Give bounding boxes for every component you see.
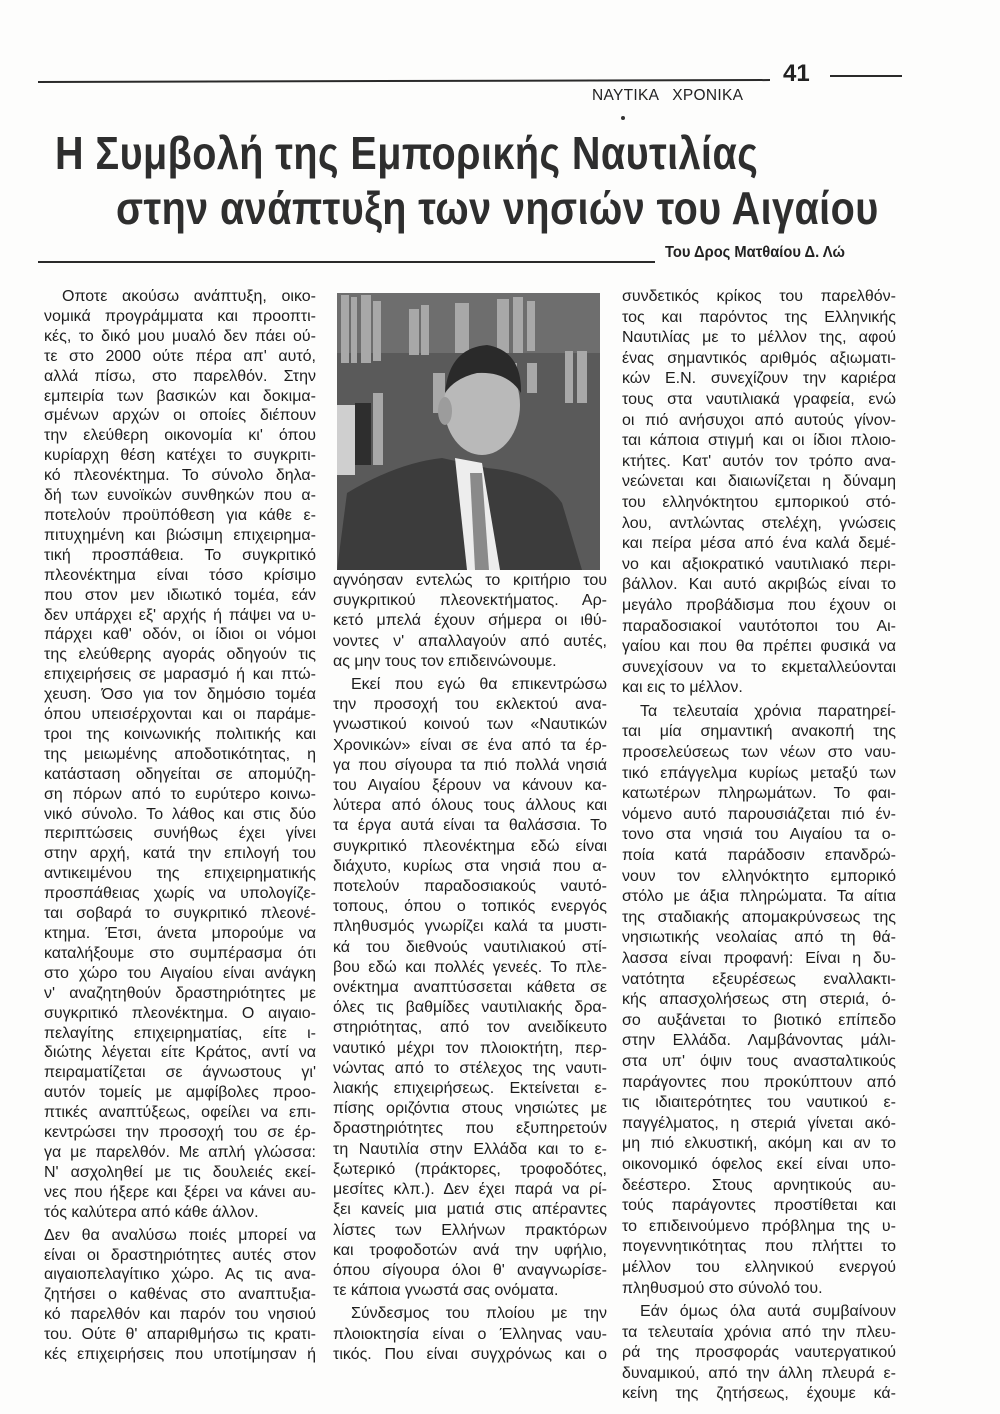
text-line: δραστηριότητες που εξυπηρετούν	[333, 1120, 607, 1138]
text-line: Εκεί που εγώ θα επικεντρώσω	[351, 676, 607, 694]
text-line: παγγέλματος, η στεριά γίνεται ακό-	[622, 1114, 896, 1132]
text-line: γα με παρελθόν. Με απλή γλώσσα:	[44, 1143, 316, 1161]
text-line: διάχυτο, κυρίως στα νησιά που α-	[333, 857, 607, 875]
text-line: παραδοσιακοί ναυτότοποι του Αι-	[622, 617, 896, 635]
text-line: λύτερα από όλους τους άλλους και	[333, 797, 607, 815]
paragraph	[622, 702, 896, 1299]
text-line: κές, το δικό μου μυαλό δεν πάει ού-	[44, 327, 316, 345]
text-line: πλοιοκτησία είναι ο Έλληνας ναυ-	[333, 1325, 607, 1343]
text-line: τη Ναυτιλία στην Ελλάδα και το ε-	[333, 1140, 607, 1158]
text-line: Ναυτιλίας με το μέλλον της, αφού	[622, 329, 896, 347]
text-line: κατάσταση οδηγείται σε απομύζη-	[44, 765, 316, 783]
text-line: εμπειρία των βασικών και δοκιμα-	[44, 387, 316, 405]
paragraph	[622, 287, 896, 699]
text-line: στην Ελλάδα. Λαμβάνοντας μάλι-	[622, 1032, 896, 1050]
text-line: νουν τον ελληνόκτητο εμπορικό	[622, 867, 896, 885]
paragraph	[622, 1302, 896, 1405]
header-rule-right	[830, 75, 902, 77]
text-line: νατότητα εξευρέσεως εναλλακτι-	[622, 970, 896, 988]
text-line: μεγάλο προβάδισμα που έχουν οι	[622, 596, 896, 614]
text-line: χευση. Όσο για τον δημόσιο τομέα	[44, 686, 316, 704]
text-line: πελαγίτης επιχειρηματίας, είτε ι-	[44, 1024, 316, 1042]
text-line: του. Ούτε θ' απαριθμήσω τις κρατι-	[44, 1326, 316, 1344]
article-title-line2: στην ανάπτυξη των νησιών του Αιγαίου	[116, 182, 879, 234]
text-line: νόμενο αυτό παρουσιάζεται πιό έν-	[622, 805, 896, 823]
text-column-3	[622, 287, 896, 1408]
text-line: κτημα. Έτσι, άνετα μπορούμε να	[44, 925, 316, 942]
text-line: οι πιό ανήσυχοι από αυτούς γίνον-	[622, 411, 896, 429]
text-line: κεντρώσει την προσοχή του σε έρ-	[44, 1124, 316, 1142]
text-line: νεώνεται και διαιωνίζεται η δύναμη	[622, 473, 896, 491]
text-line: τα τελευταία χρόνια από την πλευ-	[622, 1323, 896, 1341]
text-line: βάλλον. Και αυτό ακριβώς είναι το	[622, 576, 896, 594]
text-line: την ελεύθερη οικονομία κι' όπου	[44, 427, 316, 445]
text-line: κό πλεονέκτημα. Το σύνολο δηλα-	[44, 467, 316, 485]
text-line: ζητήσει ο καθένας στο αναπτυξια-	[44, 1286, 316, 1304]
author-byline: Του Δρος Ματθαίου Δ. Λώ	[665, 244, 845, 261]
text-line: πληθυσμού στο σύνολό του.	[622, 1279, 823, 1297]
text-line: Τα τελευταία χρόνια παρατηρεί-	[640, 702, 896, 720]
text-line: αυτόν τομείς με αμφίβολες προο-	[44, 1084, 316, 1102]
text-column-1	[44, 287, 316, 1368]
text-line: του Αιγαίου ξέρουν να κάνουν κα-	[333, 777, 607, 795]
text-line: κτήτες. Κατ' αυτόν τον τρόπο ανα-	[622, 452, 896, 470]
paragraph	[44, 1226, 316, 1365]
text-line: ξει κανείς μια ματιά στις απέραντες	[333, 1201, 607, 1219]
text-line: πτικές αναπτύξεως, οφείλει να επι-	[44, 1104, 316, 1122]
text-line: κά του διεθνούς ναυτιλιακού στί-	[333, 938, 607, 956]
text-line: τις ιδιαιτερότητες του ναυτικού ε-	[622, 1094, 896, 1112]
text-line: όπου σίγουρα όλοι θ' αναγνωρίσε-	[333, 1261, 607, 1279]
text-line: και τροφοδοτών ανά την υφήλιο,	[333, 1241, 607, 1259]
text-line: αγνόησαν εντελώς το κριτήριο του	[333, 572, 607, 589]
text-line: μέλλον του ελληνικού ενεργού	[622, 1258, 896, 1276]
text-line: τε στο 2000 ούτε πέρα απ' αυτό,	[44, 347, 316, 365]
text-line: ται σοβαρά το συγκριτικό πλεονέ-	[44, 905, 316, 923]
text-line: ονέκτημα αναπτύσσεται κάθετα σε	[333, 979, 607, 997]
text-line: ποτελούν προϋπόθεση για κάθε ε-	[44, 506, 316, 524]
text-line: δεέστερο. Στους αρνητικούς αυ-	[622, 1176, 896, 1194]
text-line: πληθυσμός γνωρίζει καλά τα μυστι-	[333, 918, 607, 936]
text-line: λασσα είναι προφανή: Είναι η δυ-	[622, 950, 896, 967]
text-line: ναυτικό μέχρι τον πλοιοκτήτη, περ-	[333, 1039, 607, 1057]
text-line: νοντες ν' απαλλαγούν από αυτές,	[333, 632, 607, 650]
text-line: αλλά πίσω, στο παρελθόν. Στην	[44, 367, 316, 385]
text-line: λιακής επιχειρήσεως. Εκτείνεται ε-	[333, 1080, 607, 1098]
text-line: στα υπ' όψιν τους ανασταλτικούς	[622, 1052, 896, 1070]
text-line: και εις το μέλλον.	[622, 679, 743, 697]
text-line: παράγοντες που προκύπτουν από	[622, 1073, 896, 1091]
text-line: διώτης λέγεται είτε Κράτος, αντί να	[44, 1044, 316, 1062]
text-line: πειραματίζεται σε άγνωστους γι'	[44, 1064, 316, 1082]
text-line: στόλο με άξια πληρώματα. Τα αίτια	[622, 888, 896, 906]
text-line: δεν υπάρχει εξ' αρχής ή πάψει να υ-	[44, 606, 316, 624]
text-line: τος και παρόντος της Ελληνικής	[622, 308, 896, 326]
paragraph	[44, 287, 316, 1223]
text-line: Οποτε ακούσω ανάπτυξη, οικο-	[62, 288, 316, 305]
text-line: συγκριτικού πλεονεκτήματος. Αρ-	[333, 592, 607, 610]
text-line: προσπάθειας χωρίς να υπολογίζε-	[44, 885, 316, 903]
text-line: συνεχίσουν να το εκμεταλλεύονται	[622, 658, 896, 676]
text-line: κετό μπελά έχουν σήμερα οι ιθύ-	[333, 612, 607, 630]
text-line: κείνη της ζητήσεως, έχουμε κά-	[622, 1385, 896, 1403]
text-line: κής απασχολήσεως στη στεριά, ό-	[622, 991, 896, 1009]
text-line: γνωστικού κοινού των «Ναυτικών	[333, 716, 607, 734]
text-line: στο χώρο του Αιγαίου είναι ανάγκη	[44, 964, 316, 982]
text-line: Δεν θα αναλύσω ποιές μπορεί να	[44, 1226, 316, 1244]
text-line: κών Ε.Ν. συνεχίζουν την καριέρα	[622, 370, 896, 388]
text-line: αντικειμένου της επιχειρηματικής	[44, 865, 316, 883]
text-line: τικό επάγγελμα κυρίως μεταξύ των	[622, 764, 896, 782]
text-line: ποτελούν παραδοσιακούς ναυτό-	[333, 878, 607, 896]
text-line: περιπτώσεις συνήθως έχει γίνει	[44, 825, 316, 843]
text-line: προσελεύσεως των νέων στο ναυ-	[622, 744, 896, 762]
text-line: τός καλύτερα από κάθε άλλον.	[44, 1203, 259, 1221]
text-line: σο αυξάνεται το βιοτικό επίπεδο	[622, 1011, 896, 1029]
text-line: γαίου και που θα πρέπει φυσικά να	[622, 638, 896, 656]
text-line: ξωτερικό (πράκτορες, τροφοδότες,	[333, 1160, 607, 1178]
text-line: γα που σίγουρα τα πιό πολλά νησιά	[333, 756, 607, 774]
text-line: συνδετικός κρίκος του παρελθόν-	[622, 288, 896, 305]
text-line: ας μην τους τον επιδεινώνουμε.	[333, 652, 557, 670]
text-line: είναι οι δραστηριότητες αυτές στον	[44, 1246, 316, 1264]
text-line: οικονομικό όφελος εκεί είναι υπο-	[622, 1155, 896, 1173]
text-line: στηριότητας, από τον ανειδίκευτο	[333, 1019, 607, 1037]
text-line: της μειωμένης αποδοτικότητας, η	[44, 745, 316, 763]
text-line: στην αρχή, κατά την επιλογή του	[44, 845, 316, 863]
text-line: συγκριτικό πλεονέκτημα εδώ είναι	[333, 837, 607, 855]
text-line: της σταδιακής απομακρύνσεως της	[622, 908, 896, 926]
text-line: Ν' ασχοληθεί με τις δουλειές εκεί-	[44, 1163, 316, 1181]
text-line: σμένων αρχών οι οποίες διέπουν	[44, 407, 316, 425]
text-line: και πείρα μέσα από ένα καλά δεμέ-	[622, 535, 896, 553]
text-line: τούς παράγοντες προστίθεται και	[622, 1197, 896, 1215]
text-line: λίστες των Ελλήνων πρακτόρων	[333, 1221, 607, 1239]
text-column-2	[333, 571, 607, 1368]
text-line: βου εδώ και πολλές γενεές. Το πλε-	[333, 958, 607, 976]
text-line: το επιδεινούμενο πρόβλημα της υ-	[622, 1217, 896, 1235]
paragraph	[333, 1304, 607, 1365]
text-line: δή των ευνοϊκών συνθηκών που α-	[44, 487, 316, 505]
text-line: δυναμικού, από την άλλη πλευρά ε-	[622, 1364, 896, 1382]
text-line: κατωτέρων πληρωμάτων. Το φαι-	[622, 785, 896, 803]
text-line: την προσοχή του εκλεκτού ανα-	[333, 696, 607, 714]
text-line: νώντας από το στέλεχος της ναυτι-	[333, 1059, 607, 1077]
text-line: νησιωτικής νεολαίας από τη θά-	[622, 929, 896, 947]
bullet-dot	[621, 116, 625, 120]
text-line: ρά της προσφοράς ναυτεργατικού	[622, 1344, 896, 1362]
text-line: τική προσπάθεια. Το συγκριτικό	[44, 546, 316, 564]
text-line: όπου υπεισέρχονται και οι παράμε-	[44, 706, 316, 724]
text-line: του ελληνόκτητου εμπορικού στό-	[622, 493, 896, 511]
text-line: ένας σημαντικός αριθμός αξιωματι-	[622, 349, 896, 367]
article-title-line1: Η Συμβολή της Εμπορικής Ναυτιλίας	[55, 127, 759, 179]
paragraph	[333, 675, 607, 1301]
text-line: Χρονικών» είναι σε ένα από τα έρ-	[333, 736, 607, 754]
text-line: ποία κατά παράδοσιν επανδρώ-	[622, 847, 896, 865]
text-line: κό παρελθόν και παρόν του νησιού	[44, 1306, 316, 1324]
text-line: κυρίαρχη θέση κατέχει το συγκριτι-	[44, 447, 316, 465]
text-line: νικό σύνολο. Το λάθος και στις δύο	[44, 805, 316, 823]
text-line: επιχειρήσεις σε μαρασμό ή και πτώ-	[44, 666, 316, 684]
text-line: τους στα ναυτιλιακά γραφεία, ενώ	[622, 390, 896, 408]
paragraph	[333, 571, 607, 672]
text-line: τονο στα νησιά του Αιγαίου τα ο-	[622, 826, 896, 844]
byline-rule	[38, 261, 655, 263]
text-line: τα έργα αυτά είναι τα θαλάσσια. Το	[333, 817, 607, 835]
text-line: πιτυχημένη και βιώσιμη επιχειρημα-	[44, 526, 316, 544]
text-line: νο και αξιοκρατικό ναυτιλιακό περι-	[622, 555, 896, 573]
text-line: καταλήξουμε στο συμπέρασμα ότι	[44, 944, 316, 962]
text-line: της ελεύθερης αγοράς οδηγούν τις	[44, 646, 316, 664]
text-line: τε κάποια γνωστά σας ονόματα.	[333, 1282, 559, 1300]
text-line: κές επιχειρήσεις που υποτίμησαν ή	[44, 1346, 316, 1364]
text-line: πλεονέκτημα είναι τόσο κρίσιμο	[44, 566, 316, 584]
text-line: Εάν όμως όλα αυτά συμβαίνουν	[640, 1303, 896, 1321]
text-line: νομικά προγράμματα και προοπτι-	[44, 307, 316, 325]
magazine-name: ΝΑΥΤΙΚΑ ΧΡΟΝΙΚΑ	[592, 87, 744, 104]
text-line: νες που ήξερε και ξέρει να κάνει αυ-	[44, 1183, 316, 1201]
text-line: πάρχει καθ' οδόν, οι ίδιοι οι νόμοι	[44, 626, 316, 644]
text-line: ται κάποια στιγμή και οι ίδιοι πλοιο-	[622, 432, 896, 450]
text-line: μη πιό ελκυστική, ακόμη και αν το	[622, 1135, 896, 1153]
text-line: πογεννητικότητας που πλήττει το	[622, 1238, 896, 1256]
text-line: Σύνδεσμος του πλοίου με την	[351, 1305, 607, 1323]
text-line: λου, αντλώντας στελέχη, γνώσεις	[622, 514, 896, 532]
text-line: τοπους, όπου ο τοπικός ενεργός	[333, 898, 607, 916]
text-line: τικός. Που είναι συγχρόνως και ο	[333, 1345, 607, 1363]
text-line: που στον μεν ιδιωτικό τομέα, εάν	[44, 586, 316, 604]
text-line: αιγαιοπελαγίτικο χώρο. Ας τις ανα-	[44, 1266, 316, 1284]
text-line: ται μία σημαντική ανακοπή της	[622, 723, 896, 741]
page-number: 41	[783, 60, 810, 87]
author-portrait-photo	[337, 293, 600, 570]
text-line: ση πόρων από το ευρύτερο κοινω-	[44, 785, 316, 803]
header-rule-left	[38, 79, 770, 83]
text-line: τροι της κοινωνικής πολιτικής και	[44, 725, 316, 743]
text-line: όλες τις βαθμίδες ναυτιλιακής δρα-	[333, 999, 607, 1017]
text-line: μεσίτες κλπ.). Δεν έχει παρά να ρί-	[333, 1181, 607, 1199]
text-line: πίσης οριζόντια στους νησιώτες με	[333, 1100, 607, 1118]
text-line: ν' αναζητηθούν δραστηριότητες με	[44, 984, 316, 1002]
text-line: συγκριτικό πλεονέκτημα. Ο αιγαιο-	[44, 1004, 316, 1022]
